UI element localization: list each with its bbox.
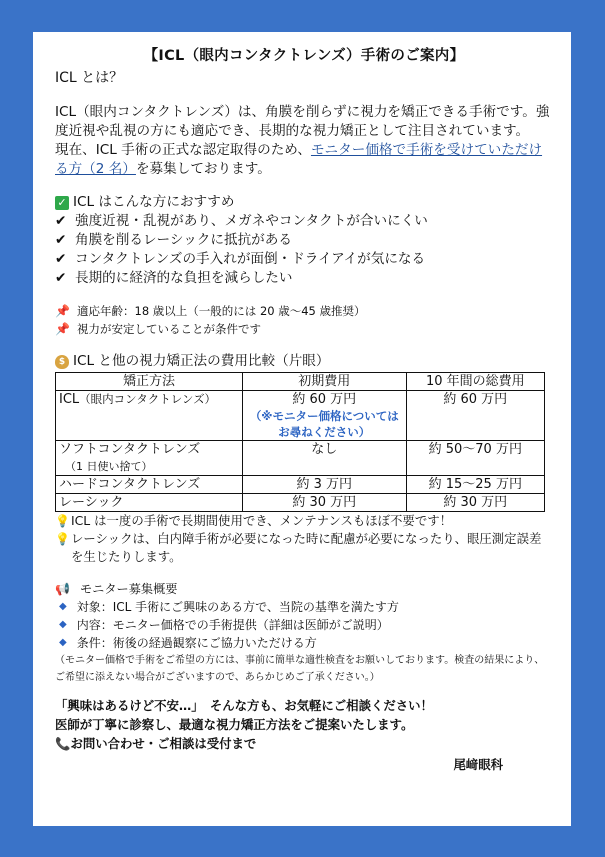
check-icon: ✔ [55, 251, 67, 267]
monitor-item-text: 対象：ICL 手術にご興味のある方で、当院の基準を満たす方 [76, 600, 399, 614]
fine-print: （モニター価格で手術をご希望の方には、事前に簡単な適性検査をお願いしております。検査の結果により、ご希望に添えない場合がございますので、あらかじめご了承ください。） [55, 655, 545, 683]
table-row [56, 391, 545, 441]
tip-item [55, 512, 553, 530]
recommend-list [55, 212, 553, 288]
light-bulb-icon: 💡 [55, 532, 70, 546]
cost-comparison-table [55, 372, 545, 512]
monitor-price-link[interactable]: モニター価格で手術を受けていただける方（2 名） [55, 142, 543, 177]
recruit-text-pre: 現在、ICL 手術の正式な認定取得のため、 [55, 142, 311, 158]
compare-heading-text: ICL と他の視力矯正法の費用比較（片眼） [73, 353, 330, 369]
list-item [55, 269, 553, 288]
recommend-heading [55, 193, 553, 212]
cta-line-1: 「興味はあるけど不安…」 そんな方も、お気軽にご相談ください！ [55, 698, 433, 713]
intro-paragraph: ICL（眼内コンタクトレンズ）は、角膜を削らずに視力を矯正できる手術です。強度近視や乱視の方にも適応でき、長期的な視力矯正として注目されています。 [55, 104, 550, 139]
list-item-text: 強度近視・乱視があり、メガネやコンタクトが合いにくい [75, 213, 428, 229]
total-cost-cell: 約 60 万円 [406, 391, 544, 441]
table-row [56, 494, 545, 512]
list-item [55, 212, 553, 231]
section-subtitle: ICL とは？ [55, 70, 124, 86]
monitor-price-note: （※モニター価格については お尋ねください） [249, 409, 399, 439]
initial-cost-cell: 約 60 万円 （※モニター価格については お尋ねください） [243, 391, 407, 441]
check-icon: ✔ [55, 232, 67, 248]
tip-text: レーシックは、白内障手術が必要になった時に配慮が必要になったり、眼圧測定誤差を生じたりします。 [71, 531, 542, 564]
list-item-text: コンタクトレンズの手入れが面倒・ドライアイが気になる [75, 251, 426, 267]
initial-cost-cell: なし [243, 441, 407, 476]
table-header: 矯正方法 [56, 373, 243, 391]
contact-line [55, 734, 553, 753]
total-cost-cell: 約 15〜25 万円 [406, 476, 544, 494]
list-item [55, 231, 553, 250]
monitor-item [55, 634, 553, 652]
blue-diamond-icon: ◆ [59, 601, 67, 612]
list-item [55, 250, 553, 269]
table-header-row [56, 373, 545, 391]
monitor-item-text: 条件：術後の経過観察にご協力いただける方 [76, 636, 317, 650]
contact-text: お問い合わせ・ご相談は受付まで [70, 736, 257, 751]
pushpin-icon: 📌 [55, 304, 70, 318]
check-mark-icon: ✓ [55, 196, 69, 210]
total-cost-cell: 約 50〜70 万円 [406, 441, 544, 476]
list-item-text: 長期的に経済的な負担を減らしたい [75, 270, 293, 286]
blue-diamond-icon: ◆ [59, 619, 67, 630]
monitor-item [55, 598, 553, 616]
condition-item [55, 320, 553, 338]
condition-item [55, 302, 553, 320]
method-cell: ハードコンタクトレンズ [56, 476, 243, 494]
condition-text: 視力が安定していることが条件です [77, 322, 261, 336]
table-header: 初期費用 [243, 373, 407, 391]
page-title: 【ICL（眼内コンタクトレンズ）手術のご案内】 [143, 48, 465, 64]
clinic-name: 尾﨑眼科 [453, 757, 503, 772]
table-header: 10 年間の総費用 [406, 373, 544, 391]
monitor-item [55, 616, 553, 634]
cta-line-2: 医師が丁寧に診察し、最適な視力矯正方法をご提案いたします。 [55, 717, 414, 732]
blue-diamond-icon: ◆ [59, 637, 67, 648]
megaphone-icon: 📢 [55, 582, 70, 596]
compare-heading [55, 352, 553, 371]
pushpin-icon: 📌 [55, 322, 70, 336]
condition-text: 適応年齢：18 歳以上（一般的には 20 歳〜45 歳推奨） [77, 304, 366, 318]
monitor-heading [55, 580, 553, 598]
total-cost-cell: 約 30 万円 [406, 494, 544, 512]
light-bulb-icon: 💡 [55, 514, 70, 528]
telephone-icon: 📞 [55, 736, 71, 751]
method-cell: ICL（眼内コンタクトレンズ） [56, 391, 243, 441]
method-cell: ソフトコンタクトレンズ （1 日使い捨て） [56, 441, 243, 476]
tip-text: ICL は一度の手術で長期間使用でき、メンテナンスもほぼ不要です！ [71, 513, 452, 528]
table-row [56, 476, 545, 494]
monitor-item-text: 内容：モニター価格での手術提供（詳細は医師がご説明） [76, 618, 389, 632]
tip-item [55, 530, 553, 566]
check-icon: ✔ [55, 270, 67, 286]
monitor-heading-text: モニター募集概要 [79, 582, 178, 596]
table-row [56, 441, 545, 476]
recruit-paragraph [55, 141, 553, 179]
initial-cost-cell: 約 30 万円 [243, 494, 407, 512]
recommend-heading-text: ICL はこんな方におすすめ [73, 194, 235, 210]
method-cell: レーシック [56, 494, 243, 512]
list-item-text: 角膜を削るレーシックに抵抗がある [75, 232, 292, 248]
check-icon: ✔ [55, 213, 67, 229]
flyer-page [33, 32, 571, 826]
initial-cost-cell: 約 3 万円 [243, 476, 407, 494]
money-bag-icon: $ [55, 355, 69, 369]
recruit-text-post: を募集しております。 [135, 161, 271, 177]
